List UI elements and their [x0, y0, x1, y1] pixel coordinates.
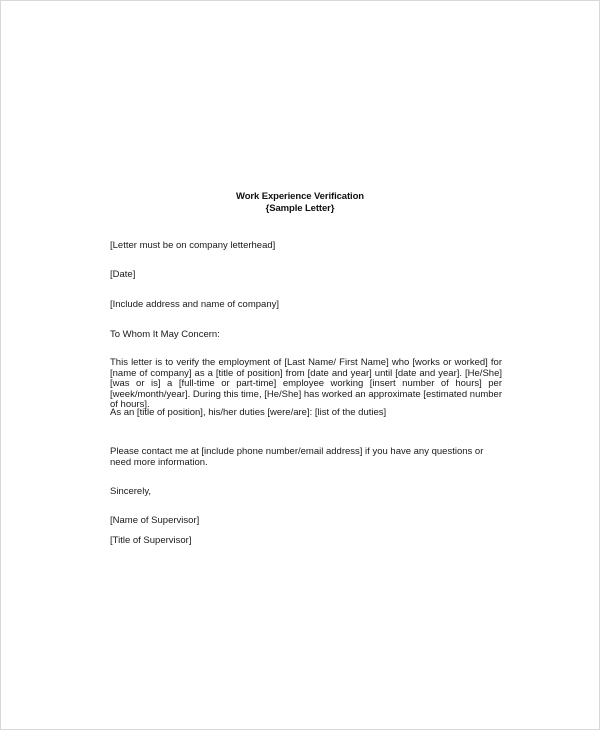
salutation: To Whom It May Concern:: [110, 329, 220, 340]
verification-paragraph: This letter is to verify the employment of [Last Name/ First Name] who [works or worked] for [name of company] as a [title of position] from [date and year] until [date and year]. [He/She] [was or is] a [full-time or part-time] employee working [insert number of hours] per [week/month/year]. During this time, [He/She] has worked an approximate [estimated number of hours].: [110, 357, 502, 410]
date-field: [Date]: [110, 269, 136, 280]
document-title: Work Experience Verification: [236, 191, 364, 202]
document-title-block: [0, 191, 600, 215]
company-address: [Include address and name of company]: [110, 299, 279, 310]
closing: Sincerely,: [110, 486, 152, 497]
duties-paragraph: As an [title of position], his/her duties [were/are]: [list of the duties]: [110, 407, 387, 418]
supervisor-name: [Name of Supervisor]: [110, 515, 200, 526]
letterhead-note: [Letter must be on company letterhead]: [110, 240, 276, 251]
document-subtitle: {Sample Letter}: [265, 203, 335, 214]
contact-paragraph: Please contact me at [include phone number/email address] if you have any questions or need more information.: [110, 446, 484, 468]
supervisor-title: [Title of Supervisor]: [110, 535, 192, 546]
